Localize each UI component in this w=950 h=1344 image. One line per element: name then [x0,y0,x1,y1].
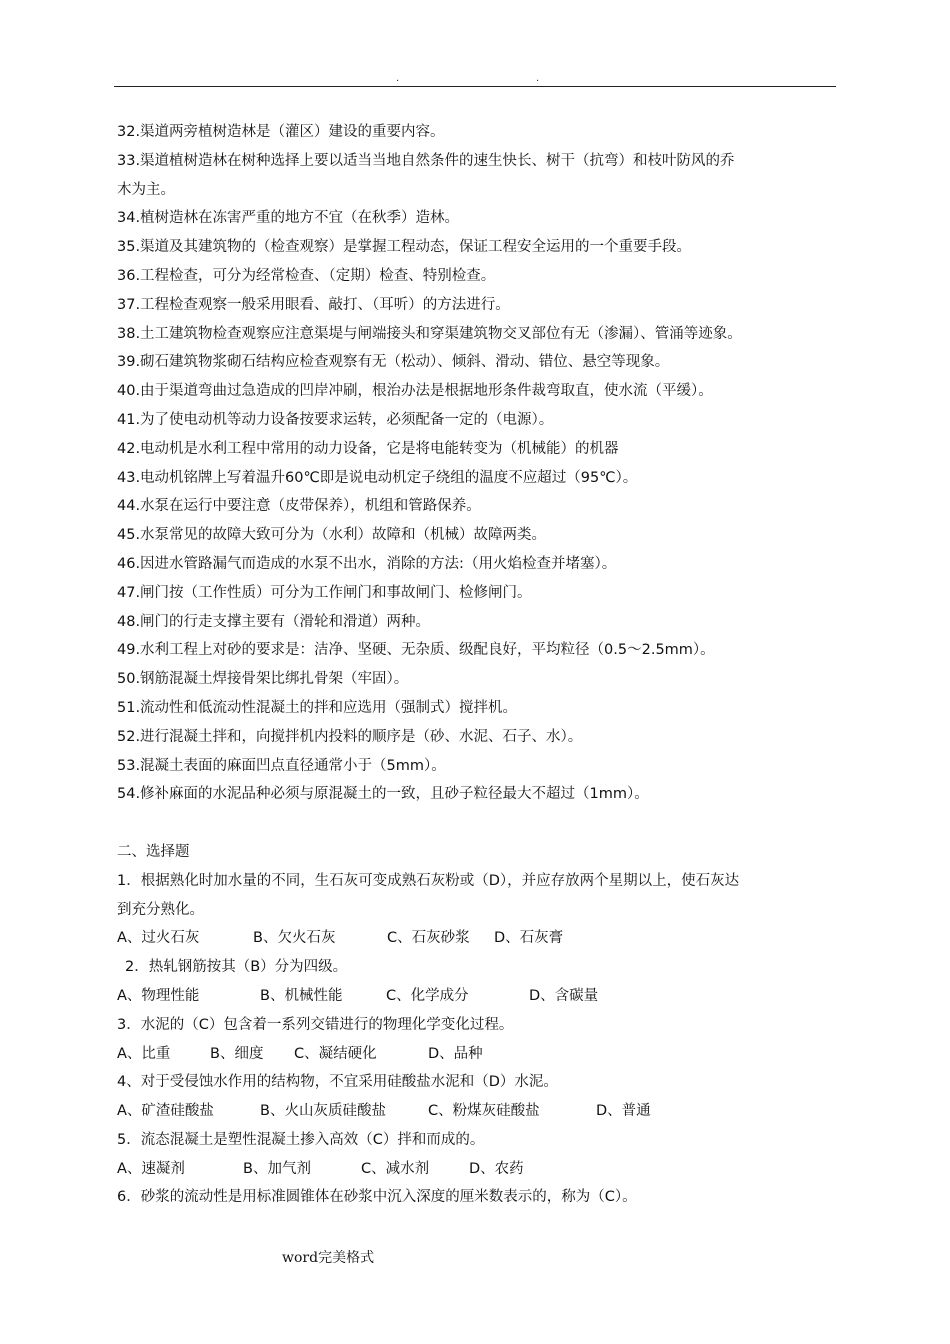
section-gap [117,809,839,838]
option-b: B、细度 [210,1045,264,1062]
header-dots [0,74,950,86]
fill-item: 37.工程检查观察一般采用眼看、敲打、（耳听）的方法进行。 [117,296,510,313]
fill-item: 木为主。 [117,181,175,198]
option-b: B、火山灰质硅酸盐 [260,1103,386,1120]
mc-options-3 [117,1040,839,1069]
fill-item: 40.由于渠道弯曲过急造成的凹岸冲刷，根治办法是根据地形条件裁弯取直，使水流（平缓）。 [117,383,713,400]
mc-question-2: 2．热轧钢筋按其（B）分为四级。 [125,959,348,976]
mc-question-3: 3．水泥的（C）包含着一系列交错进行的物理化学变化过程。 [117,1016,514,1033]
fill-item: 47.闸门按（工作性质）可分为工作闸门和事故闸门、检修闸门。 [117,584,532,601]
document-body [117,118,839,1212]
mc-question-4: 4、对于受侵蚀水作用的结构物，不宜采用硅酸盐水泥和（D）水泥。 [117,1074,558,1091]
fill-item: 42.电动机是水利工程中常用的动力设备，它是将电能转变为（机械能）的机器 [117,440,619,457]
option-c: C、减水剂 [361,1160,430,1177]
option-a: A、比重 [117,1045,171,1062]
fill-item: 32.渠道两旁植树造林是（灌区）建设的重要内容。 [117,124,445,140]
mc-options-5 [117,1155,839,1184]
fill-item: 50.钢筋混凝土焊接骨架比绑扎骨架（牢固）。 [117,671,409,688]
option-d: D、农药 [469,1160,524,1177]
fill-item: 39.砌石建筑物浆砌石结构应检查观察有无（松动）、倾斜、滑动、错位、悬空等现象。 [117,354,670,371]
header-dot-left: . [396,73,400,84]
option-c: C、粉煤灰硅酸盐 [428,1103,540,1120]
section-title: 二、选择题 [117,843,190,860]
fill-item: 34.植树造林在冻害严重的地方不宜（在秋季）造林。 [117,210,460,227]
option-b: B、机械性能 [260,987,343,1004]
fill-item: 38.土工建筑物检查观察应注意渠堤与闸端接头和穿渠建筑物交叉部位有无（渗漏）、管涌等迹象。 [117,325,742,342]
option-b: B、加气剂 [243,1160,311,1177]
option-d: D、含碳量 [529,987,599,1004]
option-c: C、化学成分 [386,987,469,1004]
header-rule [114,86,836,87]
fill-item: 43.电动机铭牌上写着温升60℃即是说电动机定子绕组的温度不应超过（95℃）。 [117,469,638,486]
fill-item: 33.渠道植树造林在树种选择上要以适当当地自然条件的速生快长、树干（抗弯）和枝叶防风的乔 [117,152,735,169]
mc-options-2 [117,982,839,1011]
option-c: C、石灰砂浆 [387,930,470,947]
header-dot-right: . [536,73,540,84]
mc-options-1 [117,924,839,953]
option-d: D、石灰膏 [494,930,564,947]
fill-item: 44.水泵在运行中要注意（皮带保养），机组和管路保养。 [117,498,481,515]
fill-item: 46.因进水管路漏气而造成的水泵不出水，消除的方法:（用火焰检查并堵塞）。 [117,555,617,572]
option-a: A、速凝剂 [117,1160,185,1177]
fill-item: 54.修补麻面的水泥品种必须与原混凝土的一致，且砂子粒径最大不超过（1mm）。 [117,786,649,803]
option-d: D、普通 [596,1103,651,1120]
fill-item: 52.进行混凝土拌和，向搅拌机内投料的顺序是（砂、水泥、石子、水）。 [117,728,583,745]
mc-question-1: 1．根据熟化时加水量的不同，生石灰可变成熟石灰粉或（D），并应存放两个星期以上，使石灰达 [117,872,740,889]
fill-item: 36.工程检查，可分为经常检查、（定期）检查、特别检查。 [117,267,496,284]
fill-item: 48.闸门的行走支撑主要有（滑轮和滑道）两种。 [117,613,431,630]
fill-item: 45.水泵常见的故障大致可分为（水利）故障和（机械）故障两类。 [117,527,547,544]
option-a: A、物理性能 [117,987,200,1004]
page-footer: word完美格式 [282,1250,375,1266]
option-a: A、矿渣硅酸盐 [117,1103,214,1120]
fill-item: 51.流动性和低流动性混凝土的拌和应选用（强制式）搅拌机。 [117,699,518,716]
option-b: B、欠火石灰 [253,930,336,947]
mc-question-5: 5．流态混凝土是塑性混凝土掺入高效（C）拌和而成的。 [117,1131,485,1148]
mc-options-4 [117,1097,839,1126]
option-a: A、过火石灰 [117,930,200,947]
mc-question-6: 6．砂浆的流动性是用标准圆锥体在砂浆中沉入深度的厘米数表示的，称为（C）。 [117,1189,637,1206]
fill-item: 41.为了使电动机等动力设备按要求运转，必须配备一定的（电源）。 [117,411,554,428]
option-c: C、凝结硬化 [294,1045,377,1062]
mc-question-1-cont: 到充分熟化。 [117,901,204,918]
fill-item: 53.混凝土表面的麻面凹点直径通常小于（5mm）。 [117,757,446,774]
fill-item: 35.渠道及其建筑物的（检查观察）是掌握工程动态，保证工程安全运用的一个重要手段。 [117,239,692,256]
fill-item: 49.水利工程上对砂的要求是：洁净、坚硬、无杂质、级配良好，平均粒径（0.5～2.5mm）。 [117,642,715,659]
option-d: D、品种 [428,1045,483,1062]
